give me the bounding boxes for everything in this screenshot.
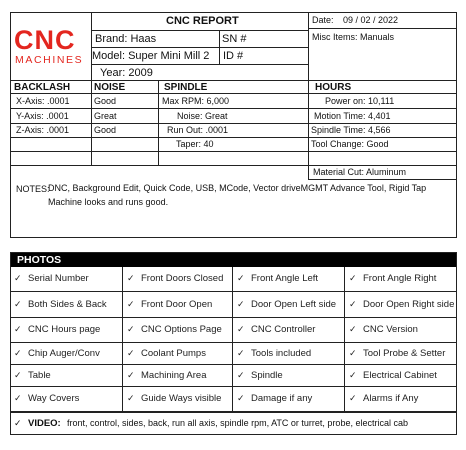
row3-line [10,137,457,138]
logo-sub-text: MACHINES [15,54,84,66]
photo-item-label: Machining Area [141,369,207,381]
backlash-z: Z-Axis: .0001 [16,125,70,135]
row4-line [10,151,457,152]
sn-field: SN # [222,33,247,45]
date-value: 09 / 02 / 2022 [343,15,399,25]
photo-item-label: Table [28,369,51,381]
photo-item-label: Door Open Right side [363,298,455,310]
model-underline [91,64,308,65]
logo-divider [91,12,92,80]
photo-checklist-item [10,343,123,365]
logo-main-text: CNC [14,25,76,55]
row2-line [10,123,457,124]
left-row5-line [10,165,308,166]
photo-checklist-item [233,292,345,318]
checkmark-icon: ✓ [127,347,135,358]
row1-line [10,108,457,109]
photo-checklist-item [345,387,457,412]
checkmark-icon: ✓ [14,298,22,309]
header-backlash: BACKLASH [14,82,71,93]
header-hours: HOURS [315,82,352,93]
photo-checklist-item [123,365,233,387]
header-right-divider [308,12,309,80]
checkmark-icon: ✓ [14,392,22,403]
photo-item-label: Tool Probe & Setter [363,347,446,359]
photo-checklist-item [345,318,457,343]
specs-top-line [10,80,457,81]
checkmark-icon: ✓ [237,369,245,380]
backlash-y: Y-Axis: .0001 [16,111,69,121]
photo-item-label: Electrical Cabinet [363,369,437,381]
checkmark-icon: ✓ [127,323,135,334]
photo-item-label: Damage if any [251,393,313,405]
misc-items: Misc Items: Manuals [312,32,395,42]
model-field: Model: Super Mini Mill 2 [92,50,210,62]
photo-checklist-item [123,343,233,365]
video-top-line [10,412,457,413]
col-div-noise [91,80,92,165]
photo-item-label: Coolant Pumps [141,347,206,359]
video-check: ✓ [14,418,22,428]
checkmark-icon: ✓ [349,272,357,283]
photo-checklist-item [10,292,123,318]
video-label: VIDEO: [28,418,61,429]
hours-material-cut: Material Cut: Aluminum [313,167,407,177]
photo-checklist-item [345,267,457,292]
photo-item-label: CNC Options Page [141,324,222,336]
notes-line1: DNC, Background Edit, Quick Code, USB, MCode, Vector driveMGMT Advance Tool, Rigid Tap [48,183,427,193]
photo-item-label: Front Angle Right [363,273,437,285]
checkmark-icon: ✓ [127,272,135,283]
checkmark-icon: ✓ [14,347,22,358]
photo-checklist-item [123,318,233,343]
photo-item-label: Tools included [251,347,312,359]
video-text: front, control, sides, back, run all axis, spindle rpm, ATC or turret, probe, electrical cab [67,418,408,428]
photos-title: PHOTOS [17,254,62,266]
brand-underline [91,47,308,48]
checkmark-icon: ✓ [127,392,135,403]
photo-checklist-item [345,292,457,318]
hours-motion-time: Motion Time: 4,401 [314,111,391,121]
photo-item-label: Guide Ways visible [141,393,222,405]
hours-power-on: Power on: 10,111 [325,96,395,106]
photo-checklist-item [233,365,345,387]
photo-checklist-item [10,387,123,412]
photo-item-label: Chip Auger/Conv [28,347,100,359]
noise-row3: Good [94,125,117,135]
year-field: Year: 2009 [100,67,153,79]
checkmark-icon: ✓ [237,347,245,358]
checkmark-icon: ✓ [127,369,135,380]
row5-line [308,165,457,166]
checkmark-icon: ✓ [14,323,22,334]
checkmark-icon: ✓ [349,369,357,380]
photo-item-label: CNC Controller [251,324,316,336]
photo-item-label: Way Covers [28,393,80,405]
checkmark-icon: ✓ [237,272,245,283]
checkmark-icon: ✓ [349,392,357,403]
photo-item-label: Spindle [251,369,283,381]
photo-checklist-item [233,387,345,412]
hours-spindle-time: Spindle Time: 4,566 [311,125,391,135]
checkmark-icon: ✓ [237,392,245,403]
date-label: Date: [312,15,334,25]
photo-item-label: Both Sides & Back [28,298,107,310]
photo-item-label: Front Doors Closed [141,273,224,285]
photo-checklist-item [233,318,345,343]
checkmark-icon: ✓ [14,272,22,283]
photo-item-label: Serial Number [28,273,89,285]
brand-field: Brand: Haas [95,33,157,45]
photo-checklist-item [233,343,345,365]
spindle-run-out: Run Out: .0001 [167,125,229,135]
noise-row1: Good [94,96,117,106]
header-spindle: SPINDLE [164,82,208,93]
photo-checklist-item [345,365,457,387]
checkmark-icon: ✓ [237,298,245,309]
id-field: ID # [223,50,244,62]
spindle-noise: Noise: Great [177,111,228,121]
photo-item-label: Front Angle Left [251,273,319,285]
backlash-x: X-Axis: .0001 [16,96,70,106]
photo-checklist-item [123,267,233,292]
col-div-spindle [158,80,159,165]
checkmark-icon: ✓ [237,323,245,334]
spindle-taper: Taper: 40 [176,139,214,149]
checkmark-icon: ✓ [127,298,135,309]
photo-checklist-item [345,343,457,365]
photo-item-label: Door Open Left side [251,298,337,310]
checkmark-icon: ✓ [349,298,357,309]
photo-checklist-item [10,318,123,343]
checkmark-icon: ✓ [349,323,357,334]
photo-checklist-item [10,267,123,292]
material-line [308,179,457,180]
photo-checklist-item [10,365,123,387]
photo-checklist-item [123,387,233,412]
photo-item-label: CNC Hours page [28,324,101,336]
notes-label: NOTES: [16,184,50,194]
date-underline [308,28,457,29]
checkmark-icon: ✓ [349,347,357,358]
report-title: CNC REPORT [166,15,239,27]
col-div-hours [308,80,309,179]
photos-title-bar [11,253,456,267]
photo-item-label: Front Door Open [141,298,213,310]
checkmark-icon: ✓ [14,369,22,380]
photo-item-label: CNC Version [363,324,418,336]
specs-header-line [10,93,457,94]
title-underline [91,30,308,31]
photo-checklist-item [233,267,345,292]
notes-line2: Machine looks and runs good. [48,197,169,207]
header-noise: NOISE [94,82,126,93]
photo-item-label: Alarms if Any [363,393,419,405]
spindle-max-rpm: Max RPM: 6,000 [162,96,230,106]
photo-checklist-item [123,292,233,318]
noise-row2: Great [94,111,117,121]
hours-tool-change: Tool Change: Good [311,139,389,149]
